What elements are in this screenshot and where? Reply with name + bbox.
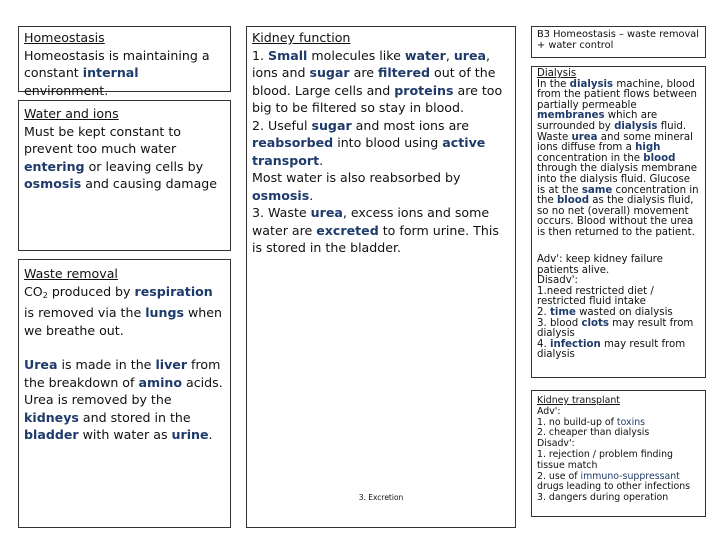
kidney-step-2: 2. Useful sugar and most ions are reabsorbed into blood using active transport. [252, 117, 486, 168]
kidney-function-title: Kidney function [252, 30, 351, 45]
dialysis-pros-cons [537, 255, 700, 361]
waste-removal-box [18, 259, 231, 528]
dialysis-title: Dialysis [537, 68, 577, 79]
homeostasis-text: Homeostasis is maintaining a constant internal environment. [24, 47, 210, 98]
transplant-title: Kidney transplant [537, 395, 620, 406]
kidney-step-3: 3. Waste urea, excess ions and some water are excreted to form urine. This is stored in the bladder. [252, 205, 499, 255]
dialysis-disadv-3: 3. blood clots may result from dialysis [537, 317, 694, 340]
transplant-disadv-3: 3. dangers during operation [537, 492, 669, 504]
transplant-disadv-label: Disadv': [537, 438, 575, 450]
dialysis-disadv-label: Disadv': [537, 275, 578, 287]
transplant-adv-label: Adv': [537, 405, 561, 417]
kidney-water-osmosis: Most water is also reabsorbed by osmosis. [252, 170, 461, 203]
transplant-disadv-2: 2. use of immuno-suppressant drugs leading to other infections [537, 470, 691, 493]
dialysis-box [531, 66, 706, 378]
waste-removal-title: Waste removal [24, 266, 118, 281]
waste-co2-text: $CO_2$ produced by respiration is removed via the lungs when we breathe out. [24, 283, 223, 338]
header-title: B3 Homeostasis – waste removal + water control [537, 29, 700, 51]
transplant-disadv-1: 1. rejection / problem finding tissue match [537, 448, 674, 471]
dialysis-disadv-4: 4. infection may result from dialysis [537, 338, 686, 361]
homeostasis-box [18, 26, 231, 98]
dialysis-disadv-1: 1.need restricted diet / restricted fluid intake [537, 285, 654, 308]
dialysis-disadv-2: 2. time wasted on dialysis [537, 306, 673, 318]
water-ions-text: Must be kept constant to prevent too much water entering or leaving cells by osmosis and causing damage [24, 123, 218, 191]
kidney-step-1: 1. Small molecules like water, urea, ions and sugar are filtered out of the blood. Large cells and proteins are too big to be filtered so stay in blood. [252, 47, 503, 115]
waste-urea-text: Urea is made in the liver from the breakdown of amino acids. Urea is removed by the kidneys and stored in the bladder with water as urine. [24, 357, 223, 442]
water-ions-title: Water and ions [24, 106, 119, 121]
dialysis-adv: Adv': keep kidney failure patients alive. [537, 254, 663, 276]
transplant-adv-2: 2. cheaper than dialysis [537, 427, 650, 439]
transplant-box [531, 390, 706, 517]
slide-footer: 3. Excretion [358, 493, 404, 502]
dialysis-text: In the dialysis machine, blood from the patient flows between partially permeable membranes which are surrounded by dialysis fluid. Waste urea and some mineral ions diffuse from a high concentration in the blood through the dialysis membrane into the dialysis fluid. Glucose is at the same concentration in the blood as the dialysis fluid, so no net (overall) movement occurs. Blood without the urea is then returned to the patient. [537, 78, 699, 238]
transplant-adv-1: 1. no build-up of toxins [537, 416, 646, 428]
water-ions-box [18, 100, 231, 251]
header-box [531, 26, 706, 58]
homeostasis-title: Homeostasis [24, 30, 105, 45]
kidney-function-box [246, 26, 516, 528]
